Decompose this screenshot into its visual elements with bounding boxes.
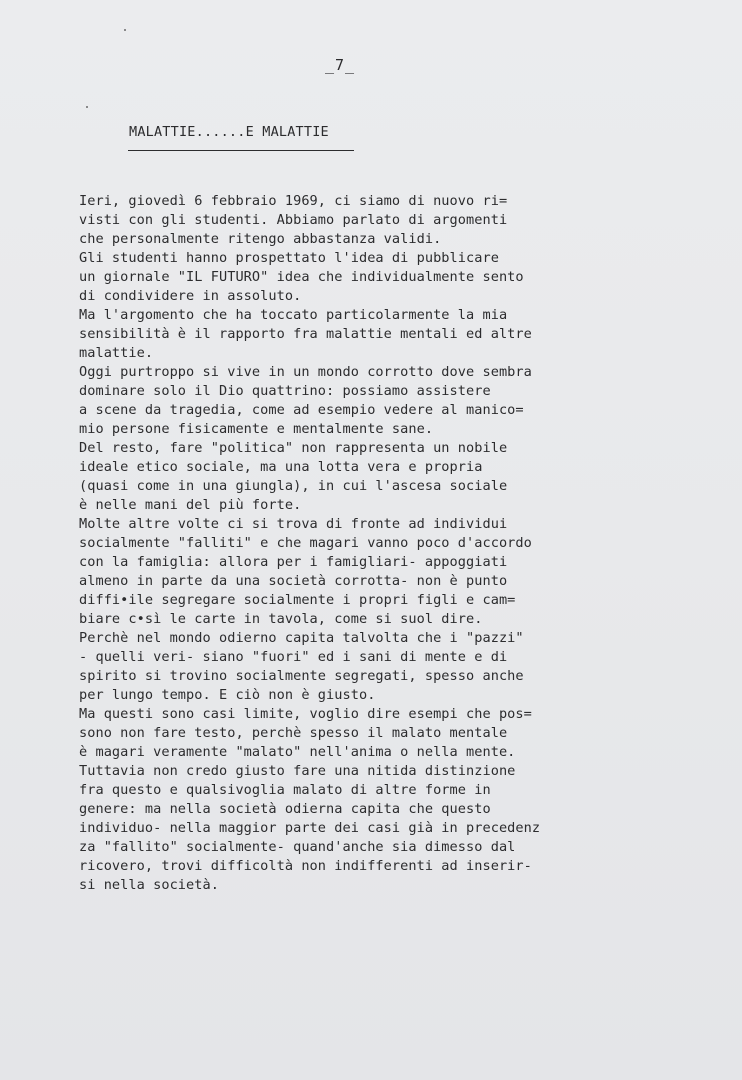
text-line: Del resto, fare "politica" non rappresenta un nobile [79, 440, 508, 456]
text-line: ricovero, trovi difficoltà non indifferenti ad inserir- [79, 858, 532, 874]
text-line: Gli studenti hanno prospettato l'idea di pubblicare [79, 250, 499, 266]
text-line: Molte altre volte ci si trova di fronte ad individui [79, 516, 508, 532]
document-title: MALATTIE......E MALATTIE [129, 124, 329, 140]
text-line: za "fallito" socialmente- quand'anche sia dimesso dal [79, 839, 516, 855]
title-underline [128, 150, 354, 151]
text-line: malattie. [79, 345, 154, 361]
text-line: che personalmente ritengo abbastanza validi. [79, 231, 442, 247]
text-line: genere: ma nella società odierna capita che questo [79, 801, 491, 817]
text-line: con la famiglia: allora per i famigliari- appoggiati [79, 554, 508, 570]
ink-speck [124, 29, 126, 31]
text-line: Perchè nel mondo odierno capita talvolta che i "pazzi" [79, 630, 524, 646]
text-line: socialmente "falliti" e che magari vanno poco d'accordo [79, 535, 532, 551]
text-line: - quelli veri- siano "fuori" ed i sani di mente e di [79, 649, 508, 665]
body-text [79, 192, 639, 895]
text-line: di condividere in assoluto. [79, 288, 302, 304]
text-line: spirito si trovino socialmente segregati, spesso anche [79, 668, 524, 684]
text-line: un giornale "IL FUTURO" idea che individualmente sento [79, 269, 524, 285]
text-line: sensibilità è il rapporto fra malattie mentali ed altre [79, 326, 532, 342]
text-line: diffi•ile segregare socialmente i propri figli e cam= [79, 592, 516, 608]
text-line: mio persone fisicamente e mentalmente sane. [79, 421, 434, 437]
text-line: Oggi purtroppo si vive in un mondo corrotto dove sembra [79, 364, 532, 380]
text-line: Ma l'argomento che ha toccato particolarmente la mia [79, 307, 508, 323]
text-line: fra questo e qualsivoglia malato di altre forme in [79, 782, 491, 798]
text-line: biare c•sì le carte in tavola, come si suol dire. [79, 611, 483, 627]
text-line: (quasi come in una giungla), in cui l'ascesa sociale [79, 478, 508, 494]
text-line: ideale etico sociale, ma una lotta vera e propria [79, 459, 483, 475]
text-line: a scene da tragedia, come ad esempio vedere al manico= [79, 402, 524, 418]
text-line: Ma questi sono casi limite, voglio dire esempi che pos= [79, 706, 532, 722]
text-line: è nelle mani del più forte. [79, 497, 302, 513]
text-line: Tuttavia non credo giusto fare una nitida distinzione [79, 763, 516, 779]
text-line: visti con gli studenti. Abbiamo parlato di argomenti [79, 212, 508, 228]
ink-speck [86, 106, 88, 108]
text-line: individuo- nella maggior parte dei casi già in precedenz [79, 820, 541, 836]
text-line: Ieri, giovedì 6 febbraio 1969, ci siamo di nuovo ri= [79, 193, 508, 209]
text-line: è magari veramente "malato" nell'anima o nella mente. [79, 744, 516, 760]
text-line: almeno in parte da una società corrotta- non è punto [79, 573, 508, 589]
page-number: _7_ [324, 56, 356, 74]
text-line: dominare solo il Dio quattrino: possiamo assistere [79, 383, 491, 399]
text-line: sono non fare testo, perchè spesso il malato mentale [79, 725, 508, 741]
text-line: si nella società. [79, 877, 219, 893]
text-line: per lungo tempo. E ciò non è giusto. [79, 687, 376, 703]
